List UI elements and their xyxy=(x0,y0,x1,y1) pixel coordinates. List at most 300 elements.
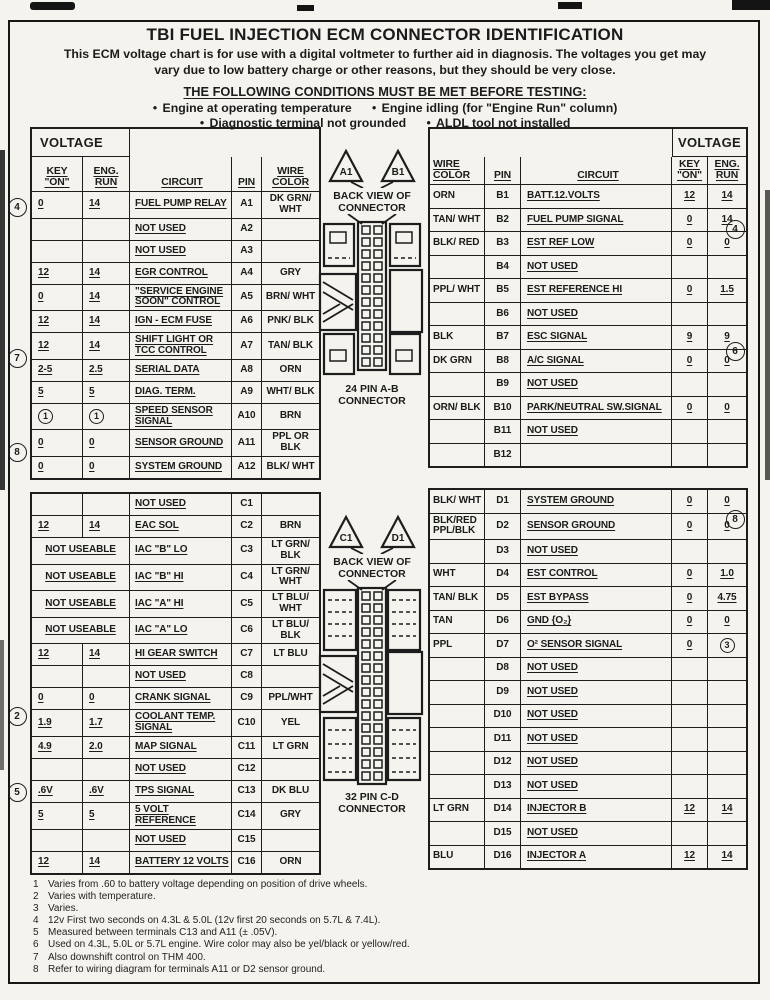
connector-pin-cavity xyxy=(374,688,382,696)
table-row xyxy=(32,618,319,645)
cell-pin: B9 xyxy=(485,373,521,396)
cell-wire-color: BLU xyxy=(430,846,485,869)
cell-pin: C3 xyxy=(232,538,262,564)
table-row xyxy=(430,822,746,846)
cell-eng-run: .6V xyxy=(83,781,130,802)
table-row xyxy=(430,728,746,752)
cell-pin: C12 xyxy=(232,759,262,780)
cell-pin: A1 xyxy=(232,192,262,218)
footnote-marker: 5 xyxy=(8,783,27,802)
col-header-key-on: KEY "ON" xyxy=(32,157,83,191)
footnote-marker: 2 xyxy=(8,707,27,726)
cell-eng-run: 0 xyxy=(724,615,730,627)
cell-pin: C8 xyxy=(232,666,262,687)
cell-pin: A7 xyxy=(232,333,262,359)
cell-circuit: INJECTOR A xyxy=(521,846,672,869)
circled-footnote-ref: 1 xyxy=(38,409,53,424)
table-row xyxy=(430,564,746,588)
cell-wire-color: TAN/ BLK xyxy=(430,587,485,610)
cell-circuit: NOT USED xyxy=(521,752,672,775)
cell-wire-color: DK GRN xyxy=(430,350,485,373)
cell-eng-run: 0 xyxy=(83,688,130,709)
cell-wire-color xyxy=(262,494,319,515)
connector-pin-cavity xyxy=(362,322,370,330)
footnote-number: 3 xyxy=(33,903,39,915)
cell-key-on xyxy=(672,752,708,775)
cell-circuit: NOT USED xyxy=(130,241,232,262)
cell-circuit: NOT USED xyxy=(521,373,672,396)
connector-pin-cavity xyxy=(374,322,382,330)
connector-pin-cavity xyxy=(362,700,370,708)
bullet-icon: ● xyxy=(199,118,205,127)
cell-key-on: 12 xyxy=(32,644,83,665)
connector-pin-cavity xyxy=(374,772,382,780)
cell-wire-color: TAN/ WHT xyxy=(430,209,485,232)
cell-pin: C5 xyxy=(232,591,262,617)
column-header-row xyxy=(32,157,319,192)
cell-eng-run: 14 xyxy=(721,213,733,225)
cell-key-on: 0 xyxy=(32,430,83,456)
cell-key-on: 1.9 xyxy=(32,710,83,736)
cell-wire-color: WHT xyxy=(430,564,485,587)
cell-pin: C6 xyxy=(232,618,262,644)
cell-eng-run: 0 xyxy=(724,354,730,366)
footnote-line xyxy=(33,952,410,964)
cell-key-on: 12 xyxy=(32,852,83,873)
cell-key-on: 0 xyxy=(672,611,708,634)
cell-wire-color: GRY xyxy=(280,266,301,278)
cell-pin: A3 xyxy=(232,241,262,262)
table-row xyxy=(32,382,319,404)
cell-key-on: 0 xyxy=(672,350,708,373)
cell-pin: B8 xyxy=(485,350,521,373)
connector-pin-cavity xyxy=(374,262,382,270)
connector-pin-cavity xyxy=(374,760,382,768)
cell-key-on xyxy=(672,303,708,326)
cell-circuit: HI GEAR SWITCH xyxy=(130,644,232,665)
footnote-marker: 8 xyxy=(726,510,745,529)
cell-circuit: EAC SOL xyxy=(130,516,232,537)
cell-key-on xyxy=(32,219,83,240)
col-header-pin: PIN xyxy=(485,157,521,184)
connector-pin-cavity xyxy=(362,640,370,648)
cell-circuit: COOLANT TEMP. SIGNAL xyxy=(130,710,232,736)
footnote-line xyxy=(33,939,410,951)
cell-wire-color: GRY xyxy=(280,809,301,821)
scan-artifact xyxy=(297,5,314,11)
cell-pin: A10 xyxy=(232,404,262,430)
connector-pin-cavity xyxy=(374,736,382,744)
cell-pin: C10 xyxy=(232,710,262,736)
connector-pin-cavity xyxy=(362,274,370,282)
cell-pin: A12 xyxy=(232,457,262,478)
cell-pin: C4 xyxy=(232,565,262,591)
pin-pointer-triangles xyxy=(318,514,426,554)
footnote-marker: 4 xyxy=(726,220,745,239)
cell-eng-run xyxy=(83,830,130,851)
footnote-text: Refer to wiring diagram for terminals A11 or D2 sensor ground. xyxy=(48,963,326,975)
circled-footnote-ref: 1 xyxy=(89,409,104,424)
condition-item: ● Diagnostic terminal not grounded xyxy=(199,116,407,130)
table-row xyxy=(430,444,746,467)
cell-pin: D1 xyxy=(485,490,521,513)
cell-circuit: INJECTOR B xyxy=(521,799,672,822)
cell-eng-run xyxy=(708,728,746,751)
connector-pin-cavity xyxy=(362,688,370,696)
cell-pin: C1 xyxy=(232,494,262,515)
cell-pin: D13 xyxy=(485,775,521,798)
footnote-number: 6 xyxy=(33,939,39,951)
cell-wire-color xyxy=(430,420,485,443)
cell-wire-color: YEL xyxy=(280,716,301,728)
cell-wire-color: BLK xyxy=(430,326,485,349)
cell-wire-color: BLK/ WHT xyxy=(266,461,315,473)
cell-eng-run xyxy=(708,658,746,681)
cell-eng-run: 14 xyxy=(83,852,130,873)
connector-pin-cavity xyxy=(374,700,382,708)
col-header-wire-color: WIRE COLOR xyxy=(430,157,485,184)
table-row xyxy=(430,799,746,823)
scan-artifact xyxy=(558,2,582,9)
cell-wire-color: TAN xyxy=(430,611,485,634)
cell-key-on xyxy=(672,256,708,279)
connector-pin-cavity xyxy=(362,616,370,624)
connector-pin-cavity xyxy=(374,628,382,636)
cell-key-on: 12 xyxy=(32,333,83,359)
cell-wire-color xyxy=(262,666,319,687)
cell-key-on xyxy=(672,681,708,704)
cell-wire-color: PNK/ BLK xyxy=(267,315,314,327)
connector-pin-cavity xyxy=(362,262,370,270)
cell-circuit: A/C SIGNAL xyxy=(521,350,672,373)
cell-key-on: 0 xyxy=(672,279,708,302)
connector-pin-cavity xyxy=(362,592,370,600)
cell-eng-run xyxy=(708,540,746,563)
cell-eng-run: 14 xyxy=(83,516,130,537)
cell-wire-color: ORN/ BLK xyxy=(430,397,485,420)
connector-pin-cavity xyxy=(362,772,370,780)
footnote-number: 7 xyxy=(33,951,39,963)
cell-circuit: IAC "B" LO xyxy=(130,538,232,564)
conditions-heading: THE FOLLOWING CONDITIONS MUST BE MET BEFORE TESTING: xyxy=(183,84,587,99)
table-row xyxy=(32,516,319,538)
connector-pin-cavity xyxy=(374,676,382,684)
cell-not-useable: NOT USEABLE xyxy=(32,538,130,564)
cell-eng-run: 9 xyxy=(724,331,730,343)
cell-circuit: EST CONTROL xyxy=(521,564,672,587)
table-row xyxy=(430,185,746,209)
cell-eng-run: 2.5 xyxy=(83,360,130,381)
voltage-band xyxy=(430,129,746,157)
bullet-icon: ● xyxy=(426,118,432,127)
cell-eng-run: 0 xyxy=(724,401,730,413)
table-row xyxy=(430,634,746,658)
footnote-marker: 8 xyxy=(8,443,27,462)
cell-wire-color xyxy=(430,705,485,728)
connector-pin-cavity xyxy=(374,358,382,366)
cell-eng-run xyxy=(708,822,746,845)
cell-circuit: FUEL PUMP RELAY xyxy=(130,192,232,218)
cell-pin: C11 xyxy=(232,737,262,758)
connector-pin-cavity xyxy=(374,604,382,612)
table-row xyxy=(430,373,746,397)
cell-circuit: NOT USED xyxy=(521,681,672,704)
cell-key-on: 0 xyxy=(672,490,708,513)
cell-key-on xyxy=(32,494,83,515)
cell-pin: B12 xyxy=(485,444,521,467)
cell-pin: C2 xyxy=(232,516,262,537)
cell-wire-color xyxy=(430,444,485,467)
scan-artifact xyxy=(0,150,5,490)
cell-pin: A2 xyxy=(232,219,262,240)
cell-eng-run xyxy=(708,634,746,657)
table-row xyxy=(32,311,319,333)
cell-key-on xyxy=(672,775,708,798)
cell-wire-color xyxy=(430,822,485,845)
cell-key-on xyxy=(672,373,708,396)
cell-key-on: 0 xyxy=(32,457,83,478)
table-row xyxy=(32,430,319,457)
table-row xyxy=(32,494,319,516)
footnote-line xyxy=(33,927,410,939)
scan-artifact xyxy=(30,2,75,10)
cell-key-on xyxy=(672,728,708,751)
cell-wire-color: BRN xyxy=(279,410,302,422)
pin-pointer-triangles xyxy=(318,148,426,188)
cell-wire-color xyxy=(430,256,485,279)
connector-pin-cavity xyxy=(374,238,382,246)
connector-pin-cavity xyxy=(362,652,370,660)
footnote-text: Measured between terminals C13 and A11 (± .05V). xyxy=(48,927,278,939)
cell-key-on xyxy=(32,666,83,687)
cell-wire-color: BLK/ WHT xyxy=(430,490,485,513)
connector-pin-cavity xyxy=(362,238,370,246)
cell-circuit: NOT USED xyxy=(521,728,672,751)
cell-circuit: SYSTEM GROUND xyxy=(130,457,232,478)
cell-pin: B3 xyxy=(485,232,521,255)
connector-pin-cavity xyxy=(374,346,382,354)
cell-pin: D4 xyxy=(485,564,521,587)
connector-ab-name: 24 PIN A-B CONNECTOR xyxy=(338,383,406,408)
footnote-line xyxy=(33,915,410,927)
cell-circuit: IAC "B" HI xyxy=(130,565,232,591)
cell-key-on: 9 xyxy=(672,326,708,349)
cell-wire-color xyxy=(262,830,319,851)
cell-eng-run: 14 xyxy=(721,850,733,862)
table-row xyxy=(430,752,746,776)
ecm-table-b-pins xyxy=(428,127,748,468)
cell-wire-color xyxy=(430,752,485,775)
conditions-line-1 xyxy=(0,101,770,115)
connector-cd-drawing xyxy=(318,580,426,788)
footnote-text: 12v First two seconds on 4.3L & 5.0L (12v first 20 seconds on 5.7L & 7.4L). xyxy=(48,915,381,927)
table-row xyxy=(32,644,319,666)
cell-eng-run: 1.7 xyxy=(83,710,130,736)
cell-eng-run xyxy=(708,303,746,326)
cell-eng-run: 14 xyxy=(83,644,130,665)
cell-eng-run xyxy=(708,256,746,279)
connector-pin-cavity xyxy=(362,226,370,234)
table-row xyxy=(32,263,319,285)
cell-wire-color: LT BLU/ BLK xyxy=(272,618,309,641)
cell-circuit: NOT USED xyxy=(130,759,232,780)
table-row xyxy=(32,285,319,312)
cell-circuit: EGR CONTROL xyxy=(130,263,232,284)
condition-item: ● Engine idling (for "Engine Run" column) xyxy=(371,101,618,115)
cell-pin: B5 xyxy=(485,279,521,302)
cell-key-on: 0 xyxy=(672,209,708,232)
cell-wire-color: BRN/ WHT xyxy=(265,290,316,302)
footnote-text: Varies from .60 to battery voltage depending on position of drive wheels. xyxy=(48,879,368,890)
table-row xyxy=(32,360,319,382)
cell-key-on: 0 xyxy=(672,564,708,587)
footnote-number: 2 xyxy=(33,891,39,903)
col-header-eng-run: ENG. RUN xyxy=(83,157,130,191)
circled-footnote-ref: 3 xyxy=(720,638,735,653)
table-row xyxy=(32,759,319,781)
table-row xyxy=(430,540,746,564)
voltage-header: VOLTAGE xyxy=(32,129,130,157)
cell-key-on: 0 xyxy=(32,285,83,311)
pin-d1-label: D1 xyxy=(391,533,405,544)
connector-pin-cavity xyxy=(374,712,382,720)
cell-wire-color: PPL/WHT xyxy=(268,692,313,704)
cell-key-on xyxy=(672,822,708,845)
cell-wire-color: ORN xyxy=(430,185,485,208)
cell-pin: C14 xyxy=(232,803,262,829)
table-row xyxy=(32,710,319,737)
cell-circuit: SENSOR GROUND xyxy=(130,430,232,456)
intro-text: This ECM voltage chart is for use with a digital voltmeter to further aid in diagnosis. The voltages you get may vary due to low battery charge or other reasons, but they should be very close. xyxy=(63,47,707,78)
condition-item: ● Engine at operating temperature xyxy=(152,101,352,115)
connector-cd-name: 32 PIN C-D CONNECTOR xyxy=(338,791,406,816)
cell-wire-color: DK BLU xyxy=(271,785,310,797)
cell-eng-run: 2.0 xyxy=(83,737,130,758)
table-row xyxy=(430,420,746,444)
connector-pin-cavity xyxy=(362,724,370,732)
connector-pin-cavity xyxy=(362,628,370,636)
cell-key-on: 12 xyxy=(672,799,708,822)
cell-eng-run: 0 xyxy=(724,237,730,249)
table-row xyxy=(430,326,746,350)
footnote-text: Varies. xyxy=(48,903,79,915)
cell-key-on: 5 xyxy=(32,382,83,403)
cell-not-useable: NOT USEABLE xyxy=(32,618,130,644)
cell-wire-color: ORN xyxy=(279,363,302,375)
cell-eng-run: 0 xyxy=(83,430,130,456)
table-row xyxy=(32,404,319,431)
cell-wire-color: BLK/RED PPL/BLK xyxy=(430,514,485,540)
cell-pin: D15 xyxy=(485,822,521,845)
cell-wire-color: DK GRN/ WHT xyxy=(269,193,312,215)
footnote-number: 5 xyxy=(33,927,39,939)
cell-pin: B2 xyxy=(485,209,521,232)
bullet-icon: ● xyxy=(152,103,158,112)
cell-key-on xyxy=(32,830,83,851)
cell-key-on xyxy=(32,404,83,430)
connector-pin-cavity xyxy=(374,664,382,672)
cell-pin: D3 xyxy=(485,540,521,563)
cell-key-on: 12 xyxy=(32,311,83,332)
col-header-key-on: KEY "ON" xyxy=(672,157,708,184)
cell-wire-color: TAN/ BLK xyxy=(267,339,314,351)
pin-b1-label: B1 xyxy=(391,167,405,178)
cell-key-on: 2-5 xyxy=(32,360,83,381)
cell-circuit: SYSTEM GROUND xyxy=(521,490,672,513)
cell-circuit: NOT USED xyxy=(130,666,232,687)
scan-artifact xyxy=(0,640,4,770)
cell-key-on: 0 xyxy=(672,232,708,255)
table-row xyxy=(32,333,319,360)
connector-pin-cavity xyxy=(374,286,382,294)
table-row xyxy=(32,538,319,565)
table-row xyxy=(430,775,746,799)
scan-artifact xyxy=(765,190,770,480)
cell-key-on xyxy=(32,759,83,780)
col-header-circuit: CIRCUIT xyxy=(521,157,672,184)
connector-pin-cavity xyxy=(362,250,370,258)
cell-wire-color: LT GRN/ BLK xyxy=(271,539,310,561)
cell-circuit: O² SENSOR SIGNAL xyxy=(521,634,672,657)
cell-circuit: NOT USED xyxy=(521,303,672,326)
table-row xyxy=(430,705,746,729)
cell-wire-color xyxy=(430,540,485,563)
table-row xyxy=(430,397,746,421)
cell-eng-run xyxy=(708,775,746,798)
cell-circuit: GND {O₂} xyxy=(521,611,672,634)
footnote-text: Also downshift control on THM 400. xyxy=(48,951,206,963)
cell-key-on xyxy=(32,241,83,262)
cell-eng-run: 14 xyxy=(83,333,130,359)
cd-connector-diagram xyxy=(318,514,426,815)
cell-wire-color xyxy=(430,728,485,751)
cell-key-on: 0 xyxy=(672,634,708,657)
footnote-text: Used on 4.3L, 5.0L or 5.7L engine. Wire color may also be yel/black or yellow/red. xyxy=(48,939,410,951)
cell-pin: C15 xyxy=(232,830,262,851)
cell-key-on: 0 xyxy=(32,688,83,709)
cell-eng-run: 0 xyxy=(724,494,730,506)
cell-circuit: DIAG. TERM. xyxy=(130,382,232,403)
connector-pin-cavity xyxy=(374,274,382,282)
cell-circuit xyxy=(521,444,672,467)
cell-circuit: NOT USED xyxy=(521,705,672,728)
cell-circuit: NOT USED xyxy=(130,219,232,240)
cell-pin: A8 xyxy=(232,360,262,381)
connector-pin-cavity xyxy=(374,334,382,342)
footnote-text: Varies with temperature. xyxy=(48,891,156,903)
back-view-label: BACK VIEW OF CONNECTOR xyxy=(333,190,411,215)
voltage-header: VOLTAGE xyxy=(672,129,746,157)
connector-pin-cavity xyxy=(374,226,382,234)
cell-pin: D9 xyxy=(485,681,521,704)
cell-wire-color xyxy=(262,759,319,780)
cell-eng-run: 14 xyxy=(83,311,130,332)
cell-circuit: FUEL PUMP SIGNAL xyxy=(521,209,672,232)
cell-eng-run xyxy=(83,219,130,240)
cell-pin: C13 xyxy=(232,781,262,802)
cell-eng-run: 14 xyxy=(83,192,130,218)
cell-key-on: 0 xyxy=(672,397,708,420)
footnote-list xyxy=(33,879,410,976)
cell-circuit: 5 VOLT REFERENCE xyxy=(130,803,232,829)
scan-artifact xyxy=(732,0,770,10)
table-row xyxy=(32,219,319,241)
table-row xyxy=(430,514,746,541)
pin-c1-label: C1 xyxy=(339,533,353,544)
cell-circuit: SPEED SENSOR SIGNAL xyxy=(130,404,232,430)
cell-key-on: 0 xyxy=(672,587,708,610)
cell-pin: C9 xyxy=(232,688,262,709)
